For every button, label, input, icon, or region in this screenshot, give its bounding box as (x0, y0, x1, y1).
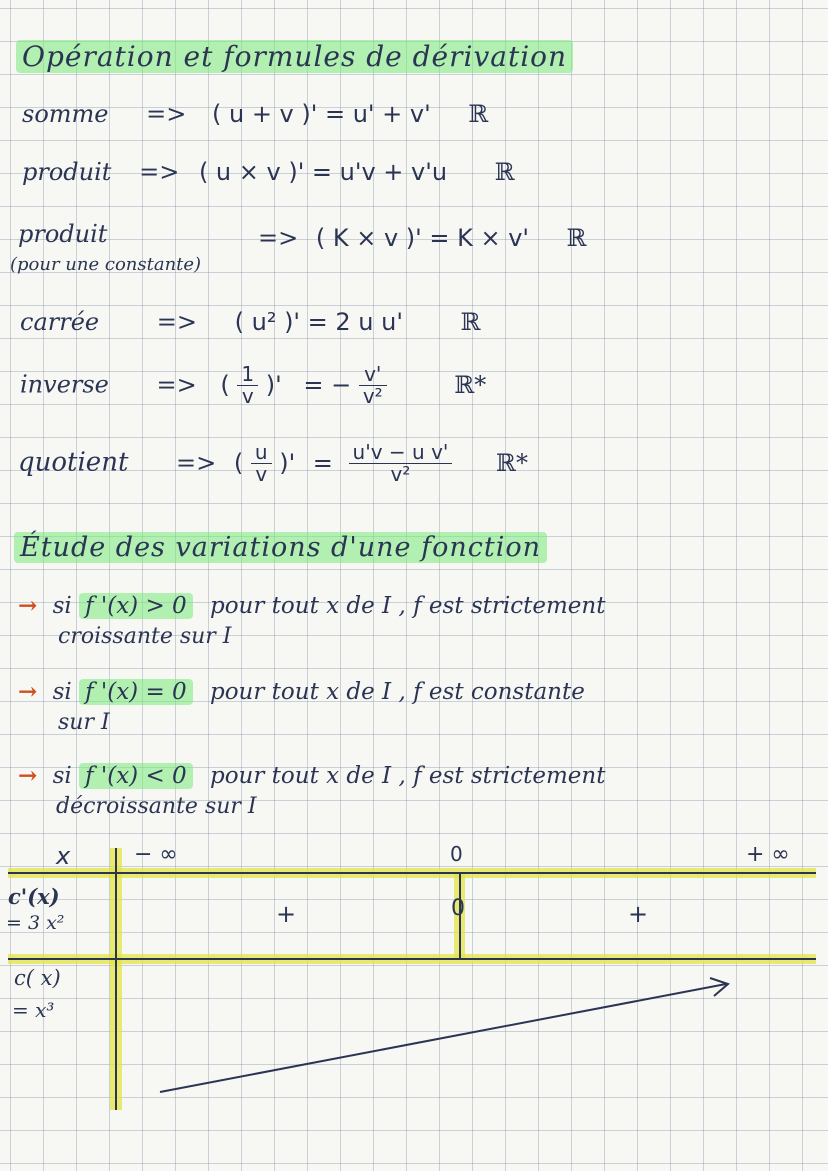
table-sign: + (276, 900, 297, 928)
table-x-label: x (56, 842, 71, 870)
rule-label: quotient (18, 447, 129, 478)
rule-quotient: quotient => ( $\frac{u}{v}$ )' = $\frac{\text{u'v − u v'}}{\text{v²}}$ ℝ* (18, 440, 528, 486)
table-x-value: + ∞ (746, 842, 790, 867)
rule-domain: ℝ (566, 224, 587, 252)
rule-domain: ℝ (460, 308, 481, 336)
rule-label: carrée (20, 308, 100, 336)
condition-highlight: f '(x) > 0 (79, 593, 193, 619)
fraction-rhs: $\frac{v'}{\text{v²}}$ (359, 364, 387, 407)
implies-arrow: => (156, 308, 197, 336)
variation-rule-line2: croissante sur I (58, 624, 232, 649)
rule-domain: ℝ* (454, 370, 487, 399)
variation-rule-constant: → si f '(x) = 0 pour tout x de I , f est constante (18, 678, 585, 705)
fraction-lhs: $\frac{u}{v}$ (251, 442, 272, 485)
rule-formula: ( u² )' = 2 u u' (234, 308, 403, 336)
table-derivative-label: c'(x) (8, 884, 60, 909)
implies-arrow: => (176, 448, 217, 477)
rule-sublabel: (pour une constante) (10, 254, 202, 275)
rule-formula: ( K × v )' = K × v' (315, 224, 530, 252)
table-derivative-def: = 3 x² (6, 912, 65, 934)
table-function-label: c( x) (14, 966, 61, 990)
rule-domain: ℝ (494, 158, 515, 186)
variation-rule-increasing: → si f '(x) > 0 pour tout x de I , f est strictement (18, 592, 606, 619)
table-sign: + (628, 900, 649, 928)
variation-rule-line2: sur I (58, 710, 110, 735)
variation-rule-line2: décroissante sur I (56, 794, 257, 819)
rule-formula: ( u + v )' = u' + v' (211, 100, 431, 128)
condition-highlight: f '(x) < 0 (79, 763, 193, 789)
rule-inverse: inverse => ( $\frac{1}{v}$ )' = − $\frac{v'}{\text{v²}}$ ℝ* (20, 362, 487, 408)
implies-arrow: => (139, 158, 180, 186)
rule-formula: ( u × v )' = u'v + v'u (198, 158, 448, 186)
table-sign-zero: 0 (451, 896, 465, 921)
rule-label: somme (22, 100, 109, 128)
arrow-icon: → (18, 678, 38, 705)
condition-highlight: f '(x) = 0 (79, 679, 193, 705)
section-title-variations: Étude des variations d'une fonction (14, 532, 547, 563)
rule-label: inverse (20, 370, 109, 399)
table-x-value: − ∞ (134, 842, 178, 867)
table-x-value: 0 (450, 842, 463, 866)
section-title-derivation: Opération et formules de dérivation (16, 40, 573, 73)
table-function-def: = x³ (12, 998, 55, 1022)
variation-rule-decreasing: → si f '(x) < 0 pour tout x de I , f est strictement (18, 762, 606, 789)
implies-arrow: => (156, 370, 197, 399)
arrow-icon: → (18, 762, 38, 789)
rule-label: produit (22, 158, 112, 186)
rule-label: produit (18, 220, 108, 248)
fraction-rhs: $\frac{\text{u'v − u v'}}{\text{v²}}$ (349, 442, 453, 485)
rule-domain: ℝ (468, 100, 489, 128)
fraction-lhs: $\frac{1}{v}$ (237, 364, 258, 407)
rule-domain: ℝ* (496, 448, 528, 477)
arrow-icon: → (18, 592, 38, 619)
implies-arrow: => (258, 224, 299, 252)
implies-arrow: => (146, 100, 187, 128)
